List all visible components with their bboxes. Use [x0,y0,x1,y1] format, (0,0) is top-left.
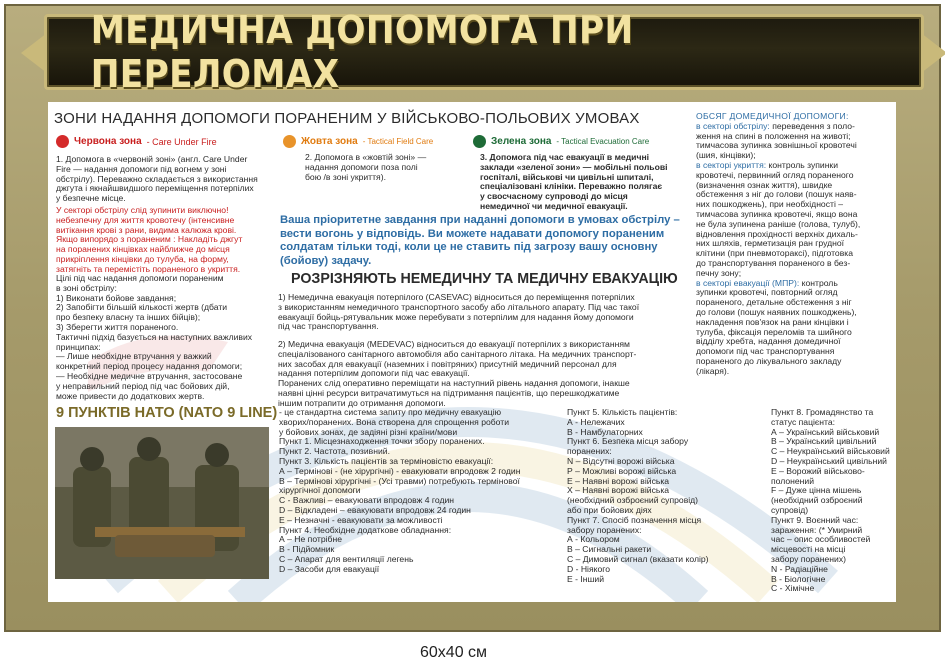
text-line: заклади «зеленої зони» — мобільні польові [480,161,668,172]
text-line: принципах: [56,341,101,352]
text-line: — Необхідне медичне втручання, застосоване [56,370,243,381]
text-line: забору поранених) [771,553,847,564]
soldiers-photo-illustration [55,427,269,579]
text-line: немедичної чи медичної евакуації. [480,200,628,211]
orange-zone-name: Жовта зона [301,136,358,147]
text-line: Р – Можливі ворожі війська [567,465,677,476]
scope-line: допомоги під час транспортування [696,346,835,357]
scope-line: них шляхів, герметизація ран грудної [696,238,845,249]
text-line: 2) Медична евакуація (MEDEVAC) відноситься до евакуації потерпілих з використанням [278,339,630,349]
text-line: В – Термінові хірургічні - (Усі травми) потребують термінової [279,475,520,486]
text-line: В - Біологічне [771,573,826,584]
evacuation-casevac [278,293,698,332]
text-line: полонений [771,475,815,486]
red-zone-warning [56,206,281,275]
text-line: прикріплення кінцівки до тулуба, на форму, [56,253,229,264]
evacuation-title: РОЗРІЗНЯЮТЬ НЕМЕДИЧНУ ТА МЕДИЧНУ ЕВАКУАЦІЮ [291,270,678,287]
scope-line: не була зупинена раніше (голова, тулуб), [696,218,861,229]
scope-line: тимчасова зупинка зовнішньої кровотечі [696,140,857,151]
scope-line: ження на спині в положення на животі; [696,130,851,141]
scope-line: обстеження з ніг до голови (пошук наяв- [696,189,857,200]
text-line: Тактичні підхід базується на наступних важливих [56,331,253,342]
scope-line: відновлення прохідності верхніх дихаль- [696,228,858,239]
red-zone-name: Червона зона [74,136,142,147]
scope-line: (лікаря). [696,365,730,376]
text-line: 2. Допомога в «жовтій зоні» — [305,152,427,162]
content-panel [48,102,896,602]
text-line: в зоні обстрілу: [56,282,117,293]
text-line: у свосчасному супроводі до місця [480,191,628,202]
scope-line: них пошкоджень), при необхідності – [696,199,844,210]
text-line: Пункт 3. Кількість пацієнтів за терміновістю евакуації: [279,455,494,466]
text-line: А – Не потрібне [279,534,342,545]
text-line: С – Неукраїнський військовий [771,446,890,457]
scope-line: до голови (пошук наявних пошкоджень), [696,306,857,317]
text-line: них засобах для евакуації (наземних і повітряних) присутній медичний персонал для [278,358,617,369]
text-line: А – Термінові - (не хірургічні) - евакуювати впродовж 2 годин [279,465,521,476]
text-line: В - Підйомник [279,544,335,555]
text-line: F – Дуже цінна мішень [771,485,862,496]
text-line: А – Український військовий [771,426,880,437]
scope-line: (шия, кінцівки); [696,150,756,161]
text-line: надання допомоги поза полі [305,161,418,172]
orange-zone-latin: - Tactical Field Care [362,137,434,146]
text-line: С – Димовий сигнал (вказати колір) [567,553,709,564]
scope-line: клітини (при пневмотораксі), підготовка [696,248,853,259]
text-line: В – Український цивільний [771,436,877,447]
text-line: місцевості на місці [771,544,846,555]
nato-points-5-7 [567,408,757,584]
nato-points-1-4 [279,408,549,575]
text-line: поранених: [567,446,612,457]
evacuation-medevac [278,340,698,409]
text-line: статус пацієнта: [771,416,836,427]
text-line: надання потерпілим допомоги під час евакуації. [278,368,470,379]
nato-points-8-9 [771,408,893,594]
green-zone-description [480,153,690,212]
text-line: - це стандартна система запиту про медичну евакуацію [279,407,502,417]
text-line: Пункт 4. Необхідне додаткове обладнання: [279,524,452,535]
text-line: у безпечне місце. [56,193,126,204]
scope-line: відділу хребта, надання домедичної [696,336,841,347]
page-title: МЕДИЧНА ДОПОМОГА ПРИ ПЕРЕЛОМАХ [90,8,634,96]
text-line: конкретний період процесу надання допомоги; [56,361,243,372]
text-line: про безпеку власну та інших бійців); [56,312,201,323]
red-zone-latin: - Care Under Fire [146,136,217,147]
text-line: А - Нележачих [567,416,625,427]
text-line: D - Ніякого [567,563,610,574]
orange-zone-description [305,153,475,182]
text-line: 1) Немедична евакуація потерпілого (CASEVAC) відноситься до переміщення потерпілих [278,292,635,302]
scope-line: кровотечі, первинний огляд пораненого [696,169,854,180]
text-line: С – Апарат для вентиляції легень [279,553,414,564]
scope-line: тимчасова зупинка кровотечі, якщо вона [696,208,858,219]
text-line: Е – Наявні ворожі війська [567,475,670,486]
text-line: (бойову) задачу. [280,254,372,267]
text-line: (необхідний озброєний [771,495,863,506]
orange-dot-icon [283,135,296,148]
text-line: хворих/поранених. Вона створена для спрощення роботи [279,416,509,427]
green-dot-icon [473,135,486,148]
text-line: У секторі обстрілу слід зупинити виключно! [56,205,229,215]
text-line: Поранених слід оперативно переміщати на наступний рівень надання допомоги, інакше [278,378,630,389]
text-line: Пункт 7. Спосіб позначення місця [567,514,702,525]
text-line: обстрілу). Переважно складається з використання [56,173,258,184]
text-line: витікання крові з рани, видима калюжа крові. [56,224,237,235]
text-line: Е - Інший [567,573,604,584]
scope-line: накладення пов'язок на рани кінцівки і [696,316,849,327]
text-line: вести вогонь у відповідь. Ви можете надавати допомогу пораненим [280,227,665,240]
green-zone-header [473,135,649,148]
text-line: В – Сигнальні ракети [567,544,652,555]
text-line: спеціалізованого санітарного автомобіля або санітарного літака. На медичних транспорт- [278,348,637,359]
scope-line: печну зону; [696,267,742,278]
orange-zone-header [283,135,433,148]
scope-line: пораненого до лікувального закладу [696,355,842,366]
priority-note [280,214,680,268]
soldiers-photo [55,427,269,579]
scope-line: тулуба, фіксація переломів та шийного [696,326,852,337]
text-line: Пункт 5. Кількість пацієнтів: [567,407,678,417]
scope-line: пораненого, детальне обстеження з ніг [696,297,852,308]
text-line: на поранених кінцівках найближче до місця [56,244,230,255]
red-zone-header [56,135,217,148]
text-line: D – Відкладені – евакуювати впродовж 24 годин [279,504,471,515]
zones-title: ЗОНИ НАДАННЯ ДОПОМОГИ ПОРАНЕНИМ У ВІЙСЬКОВО-ПОЛЬОВИХ УМОВАХ [54,110,640,127]
text-line: бою /в зоні укриття). [305,171,386,182]
nato-title: 9 ПУНКТІВ НАТО (NATO 9 LINE) [56,405,278,421]
text-line: наявні цінні ресурси витрачатимуться на підтримання пацієнтів, що перешкоджатиме [278,387,620,398]
text-line: у неправильний період під час бойових дій, [56,380,230,391]
text-line: Fire — надання допомоги під вогнем у зоні [56,163,227,174]
text-line: N - Радіаційне [771,563,828,574]
text-line: Якщо випорядо з пораненим : Накладіть джгут [56,234,243,245]
scope-line: зупинки кровотечі, повторний огляд [696,287,838,298]
text-line: хірургічної допомоги [279,485,361,496]
scope-line: ОБСЯГ ДОМЕДИЧНОЇ ДОПОМОГИ: [696,111,849,121]
text-line: евакуації бойць-рятувальник може перебувати з потерпілим для надання йому допомоги [278,311,634,322]
text-line: або при бойових діях [567,504,652,515]
text-line: Пункт 2. Частота, позивний. [279,446,390,457]
text-line: спеціалізовані клініки. Переважно полягає [480,181,663,192]
text-line: Пункт 9. Воєнний час: [771,514,859,525]
title-banner [44,8,924,96]
text-line: D – Неукраїнський цивільний [771,455,887,466]
green-zone-name: Зелена зона [491,136,552,147]
text-line: С - Хімічне [771,583,815,594]
text-line: (необхідний озброєний супровід) [567,495,699,506]
first-aid-scope [696,112,894,377]
red-zone-tasks [56,274,281,401]
text-line: госпіталі, військові чи цивільні шпиталі, [480,171,654,182]
scope-line: до транспортування пораненого в без- [696,257,851,268]
text-line: Цілі під час надання допомоги пораненим [56,273,224,283]
text-line: забору поранених: [567,524,642,535]
text-line: Пункт 8. Громадянство та [771,407,874,417]
text-line: супровід) [771,504,809,515]
text-line: солдатам тільки тоді, коли це не ставить під загрозу вашу основну [280,241,658,254]
text-line: час – опис особливостей [771,534,871,545]
text-line: В - Намбулаторних [567,426,643,437]
text-line: А - Кольором [567,534,620,545]
text-line: Е – Незначні - евакуювати за можливості [279,514,443,525]
text-line: 1. Допомога в «червоній зоні» (англ. Care Under [56,154,248,164]
text-line: з використанням немедичного транспортного засобу або літального апарату. Під час такої [278,301,640,312]
text-line: N – Відсутні ворожі війська [567,455,675,466]
text-line: зараження: (* Умирний [771,524,863,535]
text-line: джгута і якнайшвидшого переміщення потерпілих [56,183,254,194]
scope-line: в секторі евакуації (МПР): контроль [696,277,838,288]
text-line: небезпечну для життя кровотечу (інтенсивне [56,214,235,225]
text-line: D – Засоби для евакуації [279,563,380,574]
red-zone-description [56,155,281,204]
green-zone-latin: - Tactical Evacuation Care [556,137,650,146]
text-line: — Лише необхідне втручання у важкий [56,351,212,362]
red-dot-icon [56,135,69,148]
text-line: Пункт 1. Місцезнаходження точки збору поранених. [279,436,485,447]
text-line: 1) Виконати бойове завдання; [56,292,177,303]
scope-line: (визначення ознак життя), швидке [696,179,833,190]
text-line: С - Важливі – евакуювати впродовж 4 годин [279,495,455,506]
text-line: під час транспортування. [278,321,379,332]
size-caption: 60х40 см [420,644,488,661]
text-line: Е – Ворожий військово- [771,465,865,476]
text-line: Х – Наявні ворожі війська [567,485,670,496]
scope-line: в секторі укриття: контроль зупинки [696,159,838,170]
text-line: 3) Зберегти життя пораненого. [56,321,179,332]
text-line: затягніть та перемістіть пораненого в укриття. [56,263,241,274]
text-line: 3. Допомога під час евакуації в медичні [480,152,650,162]
text-line: Ваша пріоритетне завдання при наданні допомоги в умовах обстрілу – [280,214,680,226]
text-line: Пункт 6. Безпека місця забору [567,436,689,447]
scope-line: в секторі обстрілу: переведення з поло- [696,120,855,131]
text-line: може привести до додаткових жертв. [56,390,205,401]
text-line: 2) Запобігти більшій кількості жертв (дбати [56,302,228,313]
text-line: у бойових зонах, де задіяні різні країни/мови [279,426,458,437]
text-line: іншим потрапити до отримання допомоги. [278,397,446,408]
